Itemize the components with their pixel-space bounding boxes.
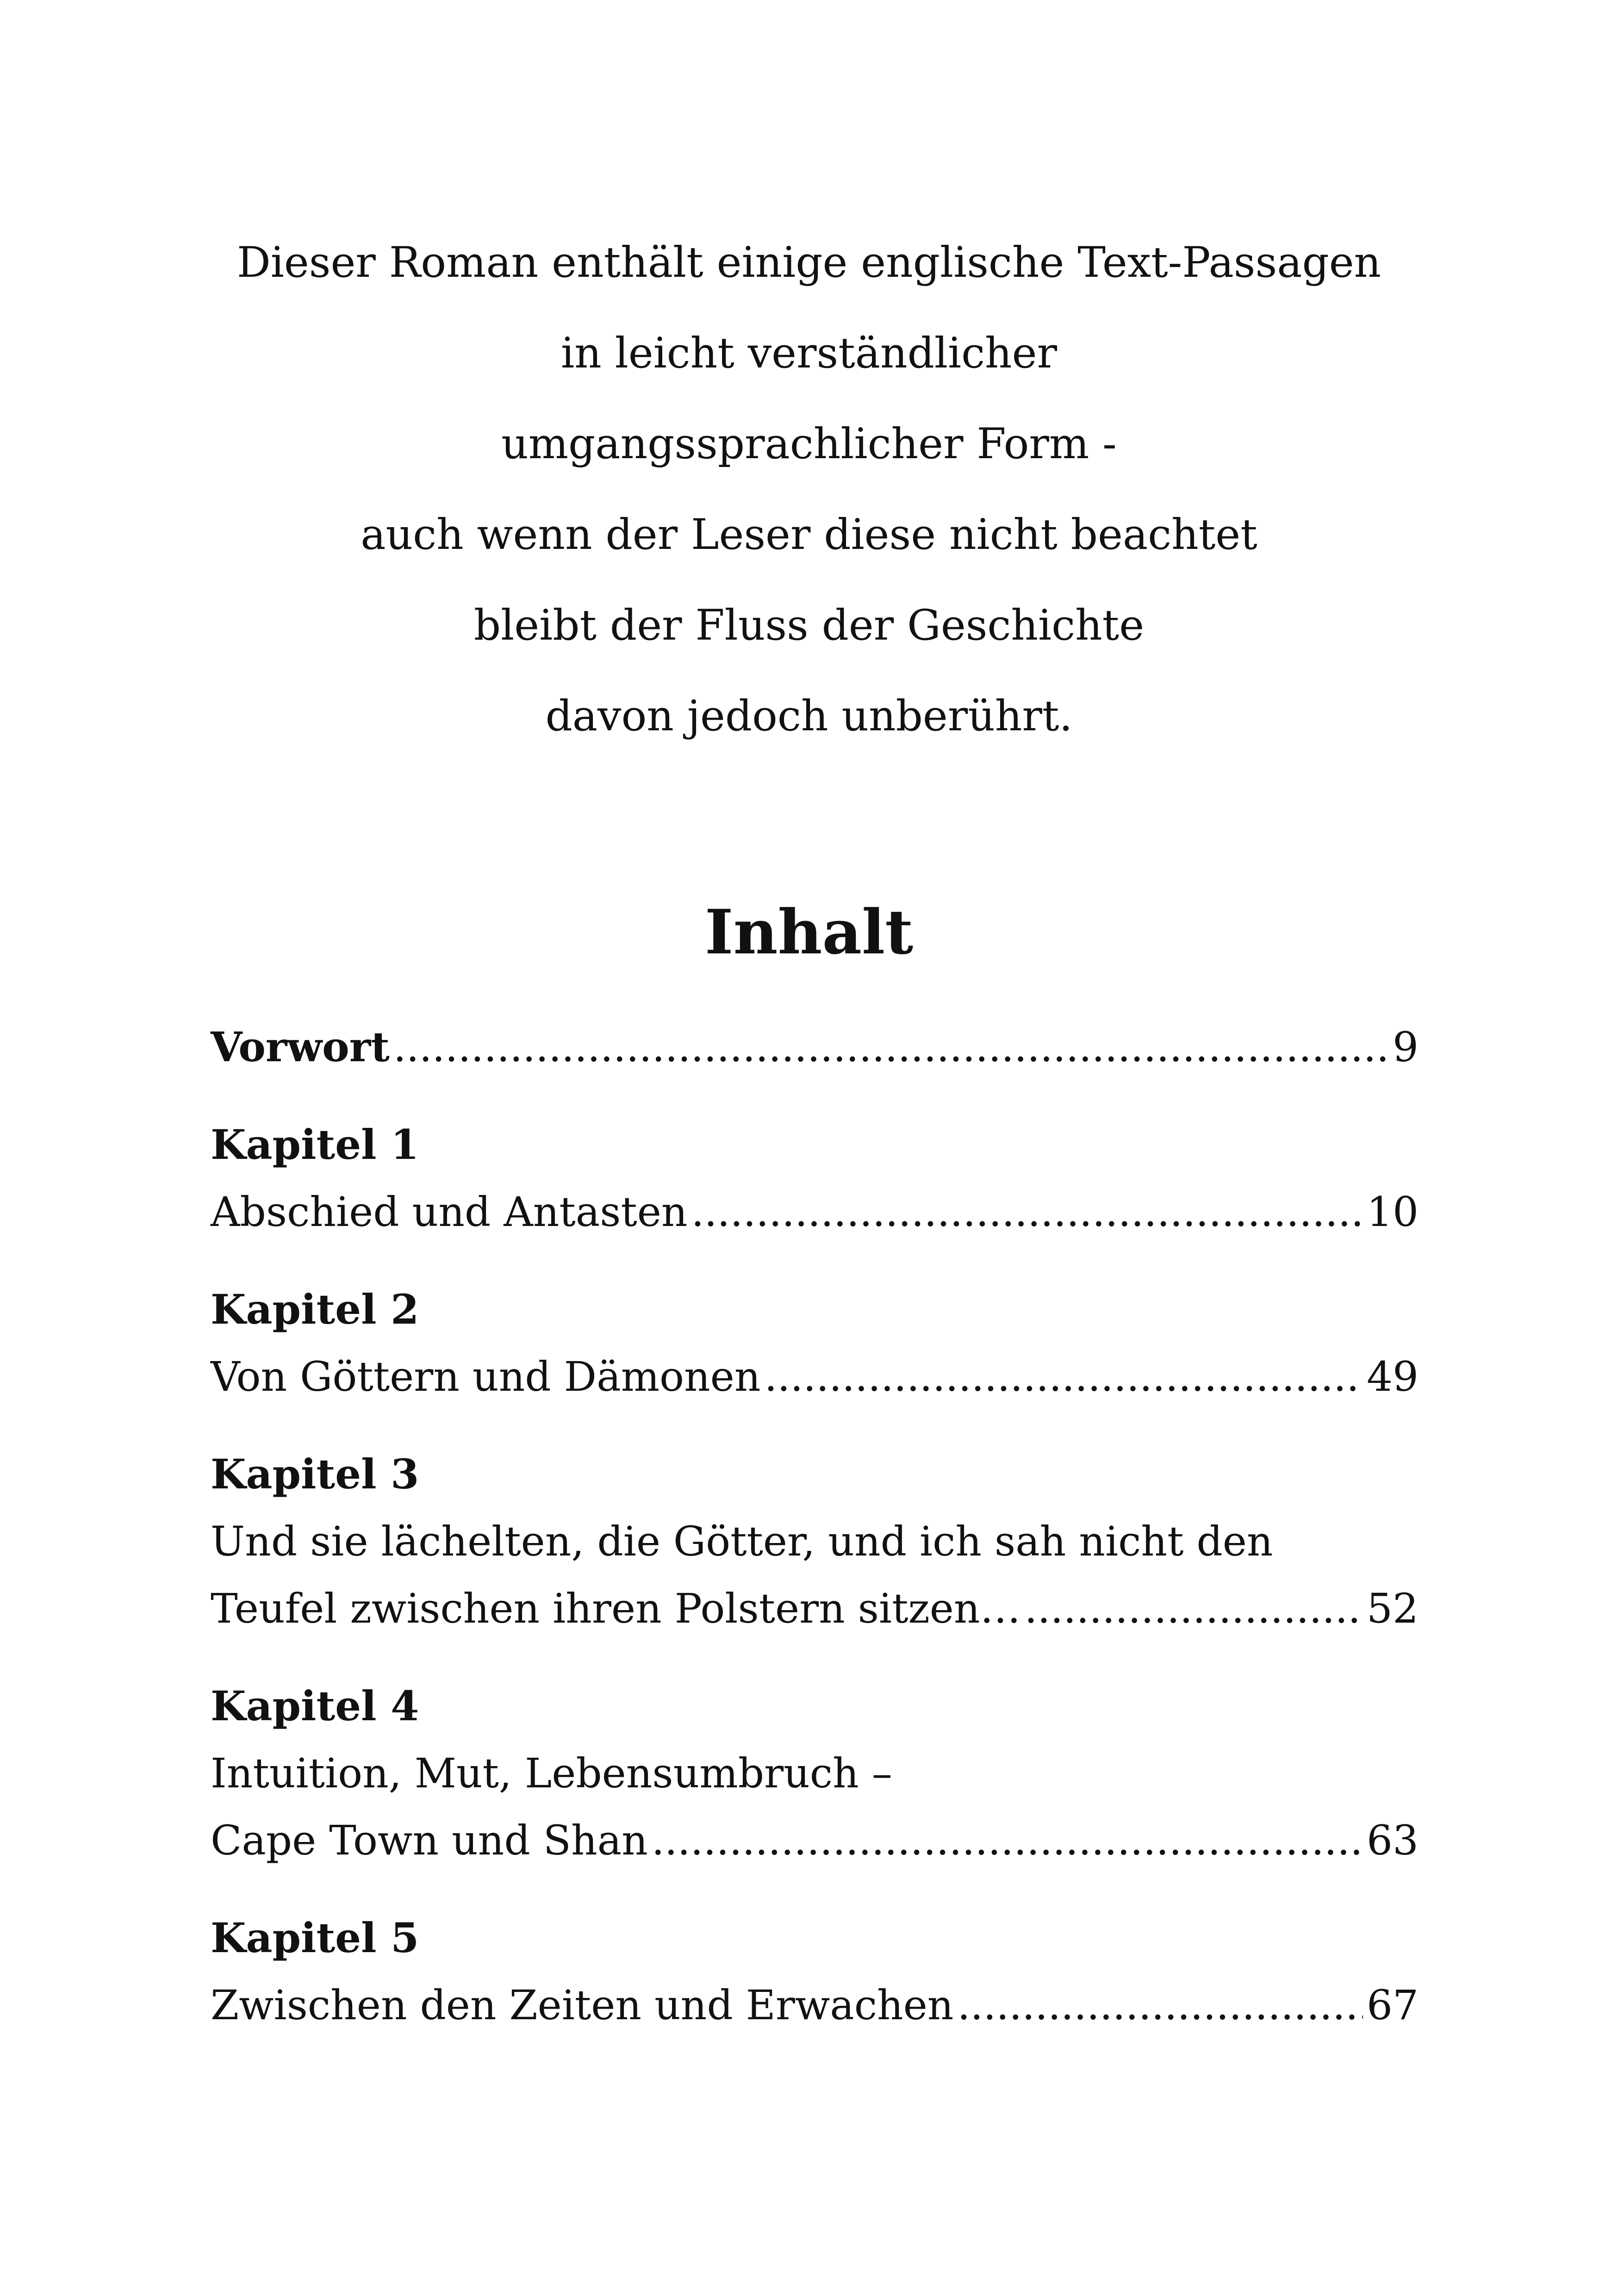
table-of-contents bbox=[211, 1014, 1419, 2069]
chapter-title-line: Und sie lächelten, die Götter, und ich sah nicht den bbox=[211, 1518, 1273, 1565]
intro-line: umgangssprachlicher Form - bbox=[501, 420, 1117, 468]
chapter-title: Teufel zwischen ihren Polstern sitzen… bbox=[211, 1585, 1021, 1632]
toc-page-number: 10 bbox=[1367, 1188, 1419, 1236]
dot-leader bbox=[764, 1343, 1363, 1410]
intro-line: Dieser Roman enthält einige englische Text-Passagen bbox=[236, 238, 1382, 287]
toc-entry-title: Vorwort bbox=[211, 1023, 390, 1071]
toc-page-number: 49 bbox=[1367, 1353, 1419, 1400]
chapter-title-line: Intuition, Mut, Lebensumbruch – bbox=[211, 1749, 892, 1797]
intro-line: bleibt der Fluss der Geschichte bbox=[473, 601, 1145, 650]
toc-line bbox=[211, 1575, 1419, 1642]
dot-leader bbox=[393, 1014, 1389, 1081]
intro-line: in leicht verständlicher bbox=[560, 329, 1058, 378]
intro-line: davon jedoch unberührt. bbox=[545, 692, 1073, 740]
toc-entry-chapter-5 bbox=[211, 1904, 1419, 2039]
toc-line bbox=[211, 1972, 1419, 2039]
intro-note bbox=[0, 218, 1618, 762]
toc-page-number: 9 bbox=[1393, 1023, 1419, 1071]
chapter-label: Kapitel 3 bbox=[211, 1450, 419, 1498]
chapter-title: Cape Town und Shan bbox=[211, 1817, 648, 1864]
chapter-label: Kapitel 4 bbox=[211, 1682, 419, 1730]
dot-leader bbox=[957, 1972, 1363, 2039]
chapter-title: Abschied und Antasten bbox=[211, 1188, 688, 1236]
dot-leader bbox=[691, 1178, 1363, 1245]
toc-entry-chapter-2 bbox=[211, 1276, 1419, 1410]
toc-line bbox=[211, 1807, 1419, 1874]
toc-line bbox=[211, 1178, 1419, 1245]
dot-leader bbox=[652, 1807, 1363, 1874]
toc-line bbox=[211, 1014, 1419, 1081]
chapter-title: Von Göttern und Dämonen bbox=[211, 1353, 761, 1400]
toc-entry-vorwort bbox=[211, 1014, 1419, 1081]
toc-entry-chapter-4 bbox=[211, 1673, 1419, 1874]
toc-page-number: 63 bbox=[1367, 1817, 1419, 1864]
toc-line bbox=[211, 1343, 1419, 1410]
chapter-label: Kapitel 5 bbox=[211, 1914, 419, 1962]
toc-page-number: 52 bbox=[1367, 1585, 1419, 1632]
chapter-label: Kapitel 1 bbox=[211, 1120, 419, 1169]
toc-entry-chapter-3 bbox=[211, 1441, 1419, 1642]
dot-leader bbox=[1025, 1575, 1363, 1642]
toc-heading: Inhalt bbox=[704, 896, 914, 968]
chapter-label: Kapitel 2 bbox=[211, 1285, 419, 1333]
chapter-title: Zwischen den Zeiten und Erwachen bbox=[211, 1981, 954, 2029]
toc-page-number: 67 bbox=[1367, 1981, 1419, 2029]
toc-entry-chapter-1 bbox=[211, 1111, 1419, 1245]
intro-line: auch wenn der Leser diese nicht beachtet bbox=[361, 510, 1257, 559]
